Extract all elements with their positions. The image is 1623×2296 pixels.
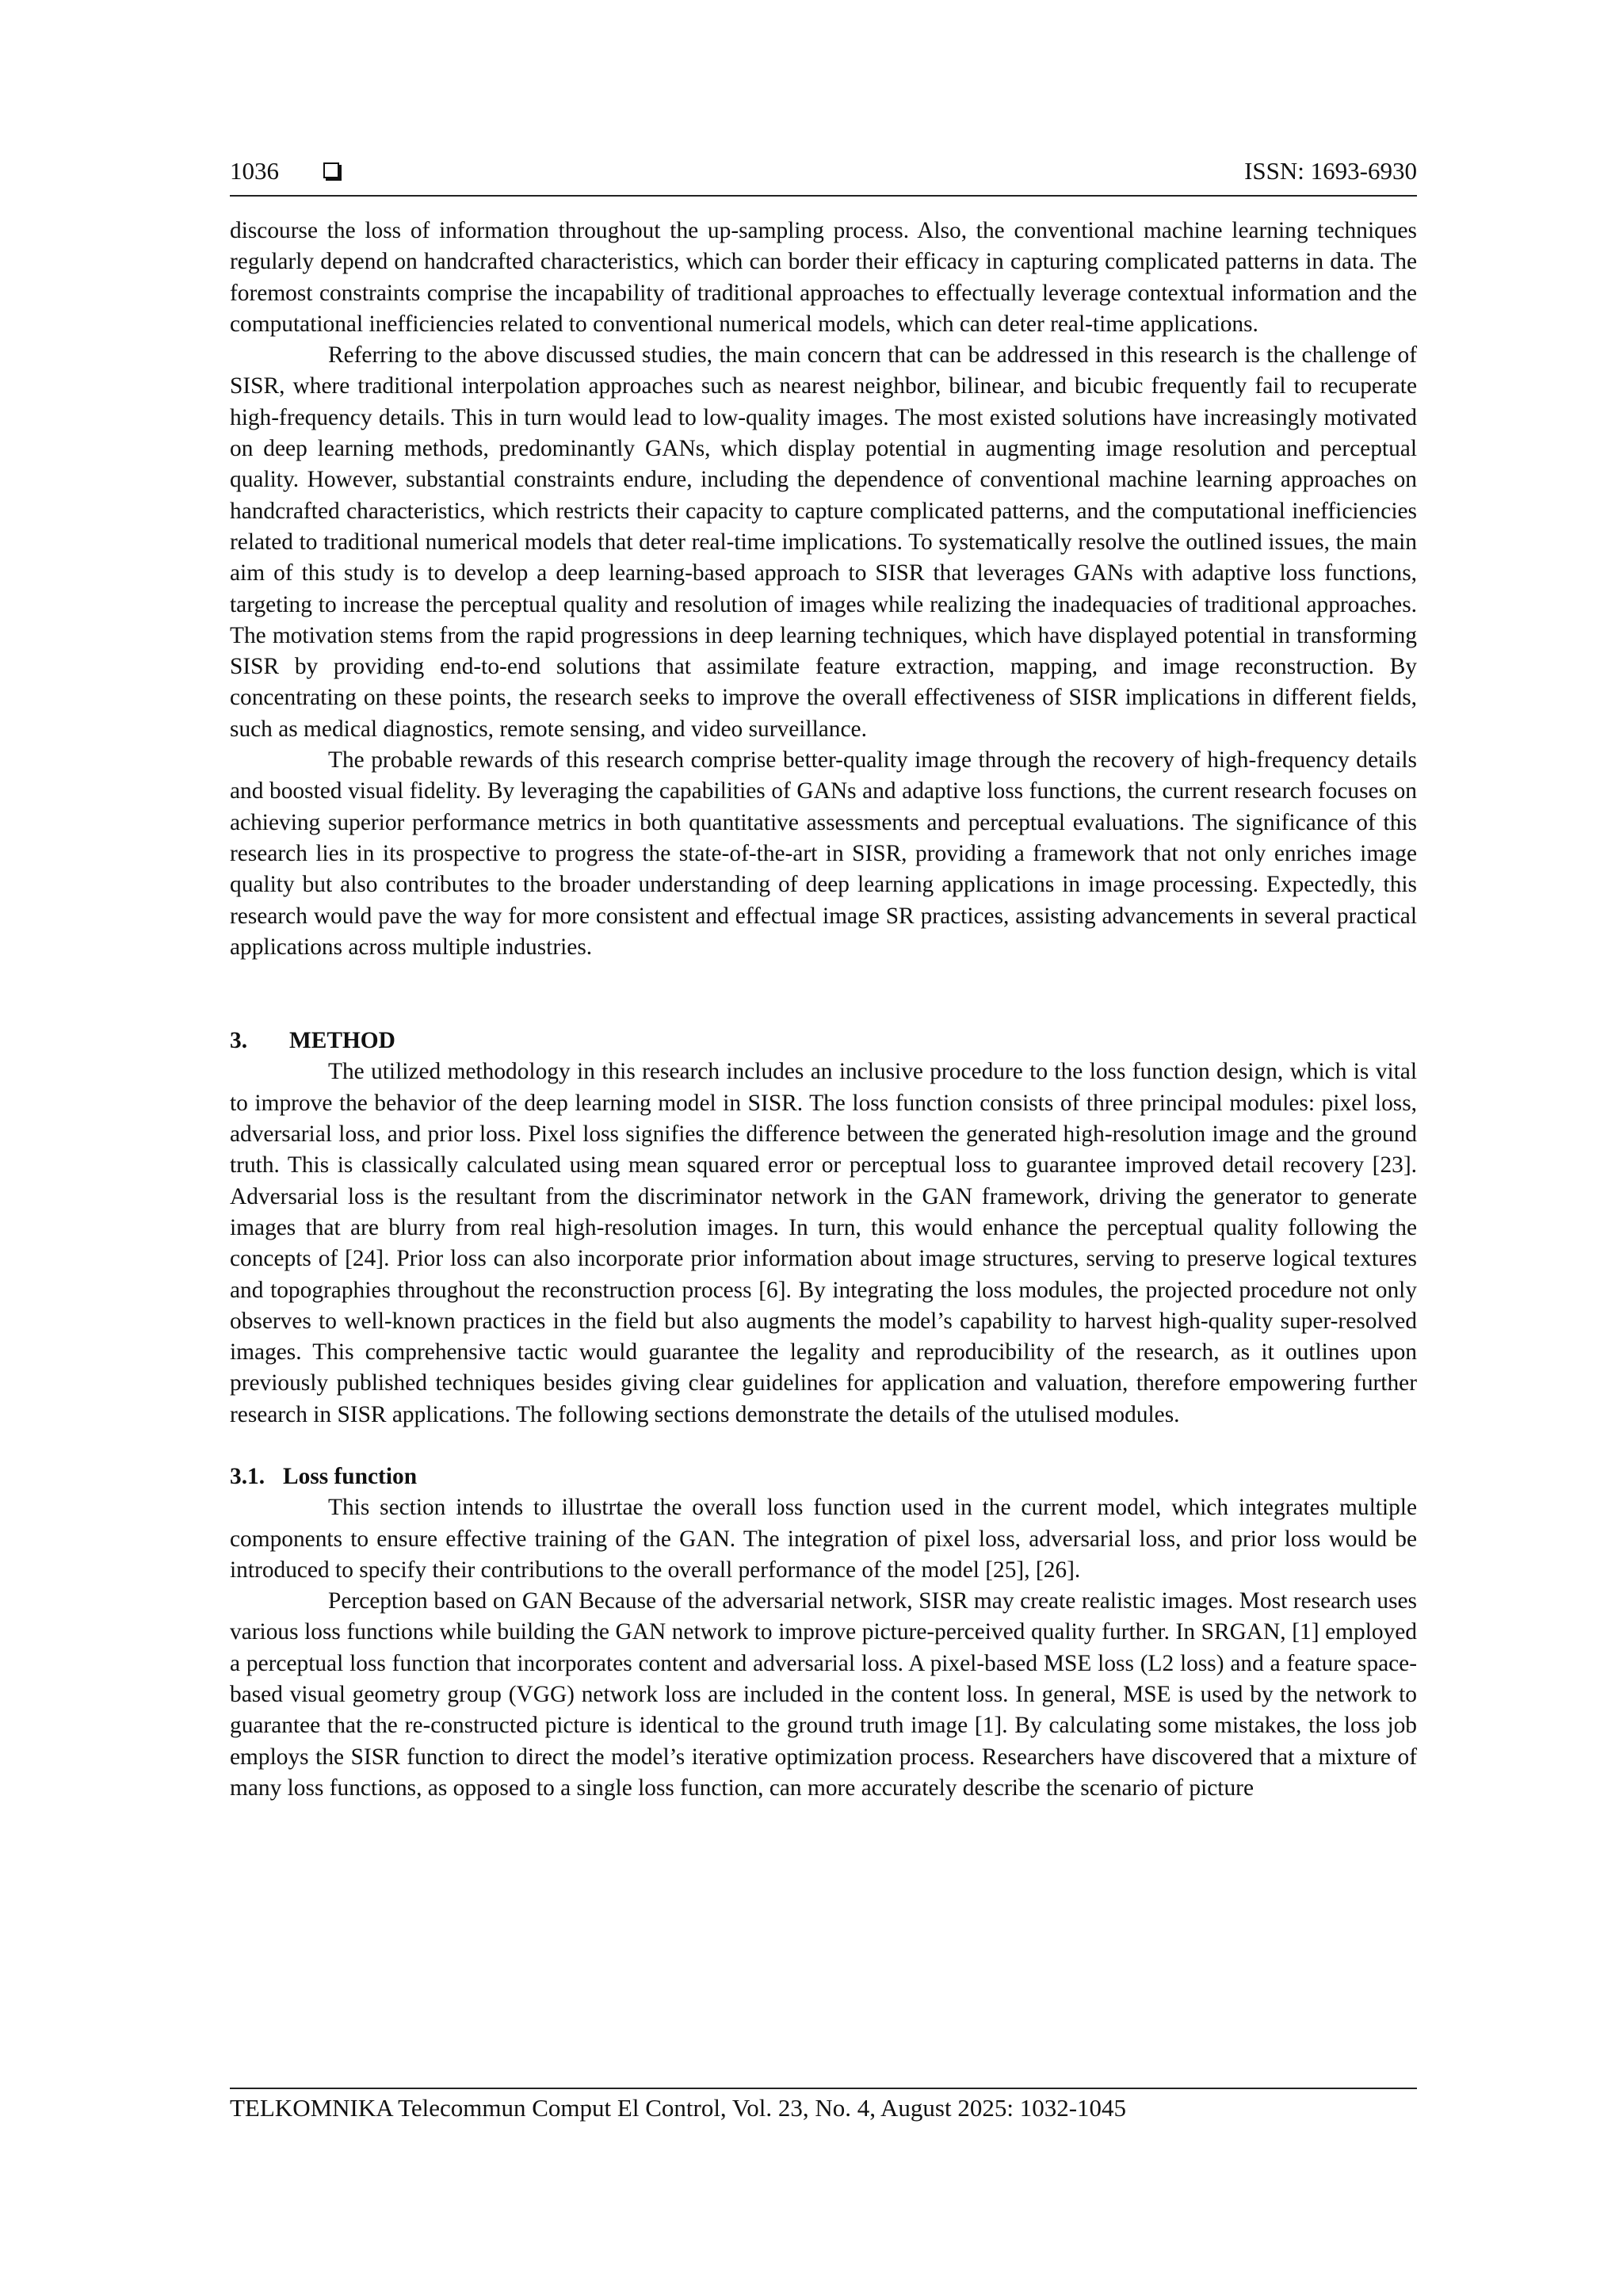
paragraph-rewards: The probable rewards of this research comprise better-quality image through the recovery of high-frequency details and boosted visual fidelity. By leveraging the capabilities of GANs and adaptive loss functions, the current research focuses on achieving superior performance metrics in both quantitative assessments and perceptual evaluations. The significance of this research lies in its prospective to progress the state-of-the-art in SISR, providing a framework that not only enriches image quality but also contributes to the broader understanding of deep learning applications in image processing. Expectedly, this research would pave the way for more consistent and effectual image SR practices, assisting advancements in several practical applications across multiple industries.	[230, 747, 1417, 960]
page-number: 1036	[230, 157, 279, 185]
header-divider	[230, 195, 1417, 197]
paragraph-loss-function: This section intends to illustrtae the overall loss function used in the current model, which integrates multiple components to ensure effective training of the GAN. The integration of pixel loss, adversarial loss, and prior loss would be introduced to specify their contributions to the overall performance of the model [25], [26].	[230, 1495, 1417, 1583]
page-body	[230, 216, 1417, 1804]
section-heading	[230, 1026, 1417, 1056]
issn-label: ISSN: 1693-6930	[1244, 157, 1417, 185]
paragraph-gan-perception: Perception based on GAN Because of the adversarial network, SISR may create realistic images. Most research uses various loss functions while building the GAN network to improve picture-perceived quality further. In SRGAN, [1] employed a perceptual loss function that incorporates content and adversarial loss. A pixel-based MSE loss (L2 loss) and a feature space-based visual geometry group (VGG) network loss are included in the content loss. In general, MSE is used by the network to guarantee that the re-constructed picture is identical to the ground truth image [1]. By calculating some mistakes, the loss job employs the SISR function to direct the model’s iterative optimization process. Researchers have discovered that a mixture of many loss functions, as opposed to a single loss function, can more accurately describe the scenario of picture	[230, 1588, 1417, 1801]
square-bullet-icon	[323, 162, 339, 178]
subsection-heading	[230, 1461, 1417, 1492]
paragraph-methodology: The utilized methodology in this research includes an inclusive procedure to the loss function design, which is vital to improve the behavior of the deep learning model in SISR. The loss function consists of three principal modules: pixel loss, adversarial loss, and prior loss. Pixel loss signifies the difference between the generated high-resolution image and the ground truth. This is classically calculated using mean squared error or perceptual loss to guarantee improved detail recovery [23]. Adversarial loss is the resultant from the discriminator network in the GAN framework, driving the generator to generate images that are blurry from real high-resolution images. In turn, this would enhance the perceptual quality following the concepts of [24]. Prior loss can also incorporate prior information about image structures, serving to preserve logical textures and topographies throughout the reconstruction process [6]. By integrating the loss modules, the projected procedure not only observes to well-known practices in the field but also augments the model’s capability to harvest high-quality super-resolved images. This comprehensive tactic would guarantee the legality and reproducibility of the research, as it outlines upon previously published techniques besides giving clear guidelines for application and valuation, therefore empowering further research in SISR applications. The following sections demonstrate the details of the utulised modules.	[230, 1059, 1417, 1427]
subsection-number: 3.1.	[230, 1463, 265, 1489]
subsection-title: Loss function	[283, 1463, 418, 1489]
section-number: 3.	[230, 1028, 248, 1054]
page-header	[230, 155, 1417, 193]
paragraph-research-concern: Referring to the above discussed studies, the main concern that can be addressed in this research is the challenge of SISR, where traditional interpolation approaches such as nearest neighbor, bilinear, and bicubic frequently fail to recuperate high-frequency details. This in turn would lead to low-quality images. The most existed solutions have increasingly motivated on deep learning methods, predominantly GANs, which display potential in augmenting image resolution and perceptual quality. However, substantial constraints endure, including the dependence of conventional machine learning approaches on handcrafted characteristics, which restricts their capacity to capture complicated patterns, and the computational inefficiencies related to traditional numerical models that deter real-time implications. To systematically resolve the outlined issues, the main aim of this study is to develop a deep learning-based approach to SISR that leverages GANs with adaptive loss functions, targeting to increase the perceptual quality and resolution of images while realizing the inadequacies of traditional approaches. The motivation stems from the rapid progressions in deep learning techniques, which have displayed potential in transforming SISR by providing end-to-end solutions that assimilate feature extraction, mapping, and image reconstruction. By concentrating on these points, the research seeks to improve the overall effectiveness of SISR implications in different fields, such as medical diagnostics, remote sensing, and video surveillance.	[230, 342, 1417, 742]
footer-divider	[230, 2088, 1417, 2089]
page-footer: TELKOMNIKA Telecommun Comput El Control, Vol. 23, No. 4, August 2025: 1032-1045	[230, 2094, 1127, 2122]
paragraph-continued: discourse the loss of information throughout the up-sampling process. Also, the conventional machine learning techniques regularly depend on handcrafted characteristics, which can border their efficacy in capturing complicated patterns in data. The foremost constraints comprise the incapability of traditional approaches to effectually leverage contextual information and the computational inefficiencies related to conventional numerical models, which can deter real-time applications.	[230, 218, 1417, 337]
section-title: METHOD	[289, 1028, 395, 1054]
